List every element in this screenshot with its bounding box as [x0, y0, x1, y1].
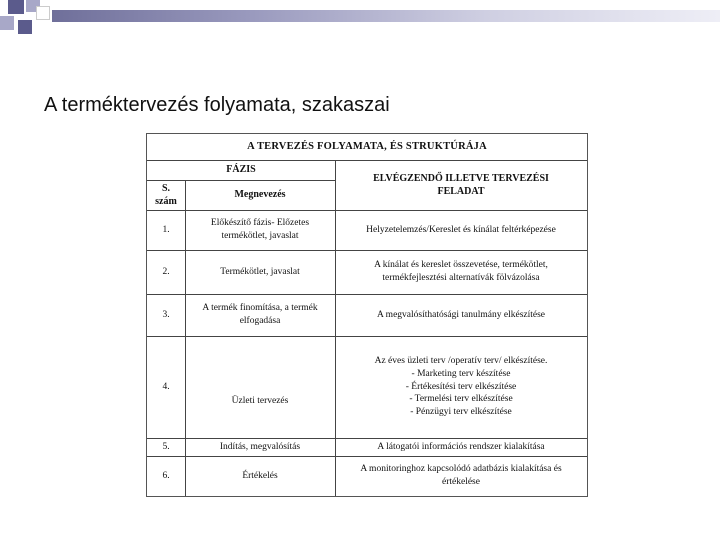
header-phase: FÁZIS	[226, 164, 256, 176]
row-phase-name: Termékötlet, javaslat	[220, 266, 300, 277]
header-gradient-bar	[52, 10, 720, 22]
row-number: 3.	[162, 309, 170, 320]
table-title: A TERVEZÉS FOLYAMATA, ÉS STRUKTÚRÁJA	[247, 140, 487, 152]
task-item: - Termelési terv elkészítése	[409, 394, 513, 405]
row-phase-name: Értékelés	[242, 470, 278, 481]
planning-process-table	[146, 133, 588, 497]
row-number: 2.	[162, 266, 170, 277]
row-number: 4.	[162, 381, 170, 392]
header-name: Megnevezés	[234, 189, 286, 201]
slide-title: A terméktervezés folyamata, szakaszai	[44, 94, 390, 116]
row-phase-name: Üzleti tervezés	[231, 396, 289, 407]
row-phase-name: A termék finomítása, a termék elfogadása	[202, 303, 318, 326]
row-task: A kínálat és kereslet összevetése, termékötlet, termékfejlesztési alternatívák fölvázolása	[374, 260, 548, 283]
header-task: ELVÉGZENDŐ ILLETVE TERVEZÉSI FELADAT	[373, 172, 549, 197]
task-item: - Értékesítési terv elkészítése	[405, 381, 517, 392]
row-number: 5.	[162, 441, 170, 452]
row-number: 1.	[162, 224, 170, 235]
header-number: S. szám	[155, 182, 177, 207]
row-task: A monitoringhoz kapcsolódó adatbázis kialakítása és értékelése	[360, 464, 562, 487]
row-phase-name: Előkészítő fázis- Előzetes termékötlet, javaslat	[210, 218, 310, 241]
task-item: - Marketing terv készítése	[411, 368, 511, 379]
row-phase-name: Indítás, megvalósítás	[219, 441, 301, 452]
row-task: A látogatói információs rendszer kialakítása	[377, 441, 545, 452]
task-item: Az éves üzleti terv /operatív terv/ elkészítése.	[374, 355, 548, 366]
row-task-list	[335, 336, 587, 438]
task-item: - Pénzügyi terv elkészítése	[410, 407, 512, 418]
row-task: A megvalósíthatósági tanulmány elkészítése	[376, 309, 546, 320]
row-task: Helyzetelemzés/Kereslet és kínálat feltérképezése	[366, 224, 556, 235]
row-number: 6.	[162, 470, 170, 481]
